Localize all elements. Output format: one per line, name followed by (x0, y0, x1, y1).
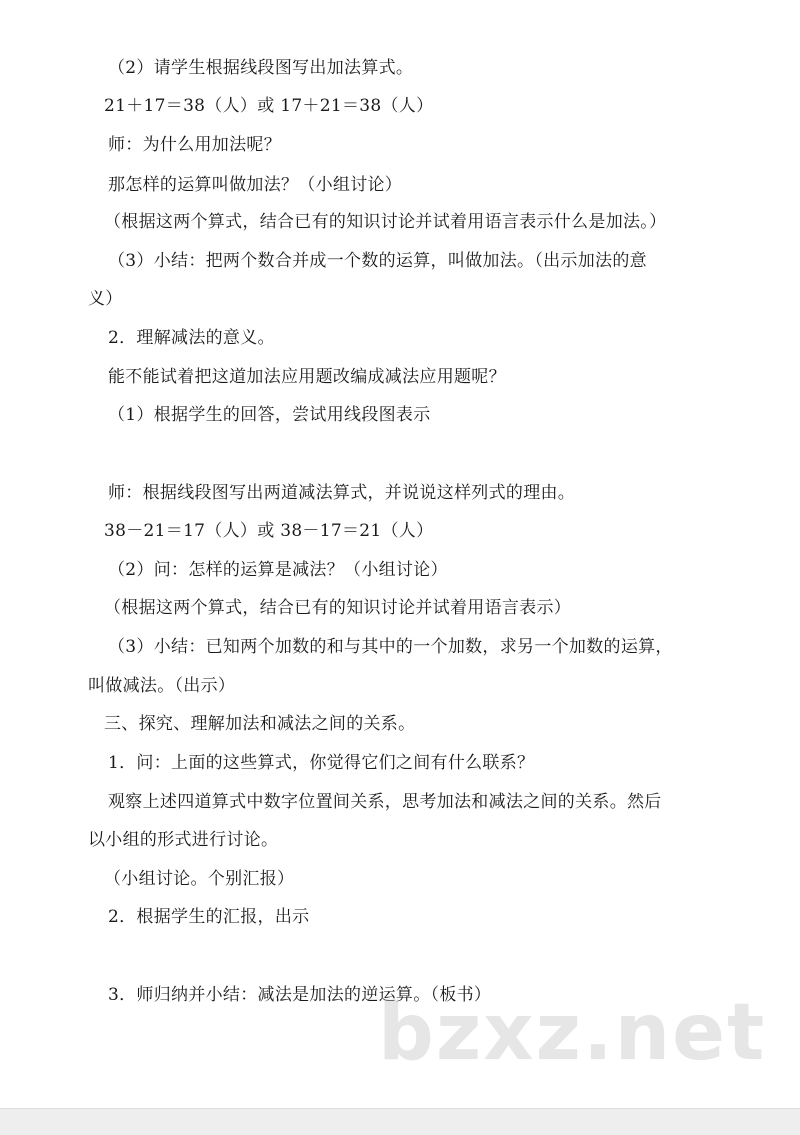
text-line: 1．问：上面的这些算式，你觉得它们之间有什么联系？ (108, 753, 535, 773)
text-line: 以小组的形式进行讨论。 (88, 830, 279, 850)
text-line: （3）小结：已知两个加数的和与其中的一个加数，求另一个加数的运算， (108, 637, 673, 657)
text-line: 叫做减法。（出示） (88, 676, 236, 696)
viewer-bottom-bar (0, 1108, 800, 1135)
text-line: （根据这两个算式，结合已有的知识讨论并试着用语言表示） (104, 598, 572, 618)
text-line: 那怎样的运算叫做加法？（小组讨论） (108, 175, 403, 195)
text-line: 3．师归纳并小结：减法是加法的逆运算。（板书） (108, 985, 492, 1005)
text-line: 义） (88, 289, 123, 309)
text-line: （小组讨论。个别汇报） (104, 869, 295, 889)
text-line: （3）小结：把两个数合并成一个数的运算，叫做加法。（出示加法的意 (108, 251, 647, 271)
text-line: （2）请学生根据线段图写出加法算式。 (108, 58, 414, 78)
text-line: 师：根据线段图写出两道减法算式，并说说这样列式的理由。 (108, 483, 576, 503)
text-line: （根据这两个算式，结合已有的知识讨论并试着用语言表示什么是加法。） (104, 212, 667, 232)
text-line: （2）问：怎样的运算是减法？（小组讨论） (108, 560, 448, 580)
text-line: 师：为什么用加法呢？ (108, 135, 281, 155)
watermark-logo: bzxz.net (378, 988, 767, 1078)
text-line: 21＋17＝38（人）或 17＋21＝38（人） (104, 96, 434, 116)
text-line: 38－21＝17（人）或 38－17＝21（人） (104, 521, 434, 541)
text-line: （1）根据学生的回答，尝试用线段图表示 (108, 405, 431, 425)
section-heading: 2．理解减法的意义。 (108, 328, 275, 348)
text-line: 2．根据学生的汇报，出示 (108, 907, 310, 927)
text-line: 能不能试着把这道加法应用题改编成减法应用题呢？ (108, 367, 506, 387)
text-line: 观察上述四道算式中数字位置间关系，思考加法和减法之间的关系。然后 (108, 792, 662, 812)
section-heading: 三、探究、理解加法和减法之间的关系。 (104, 714, 416, 734)
